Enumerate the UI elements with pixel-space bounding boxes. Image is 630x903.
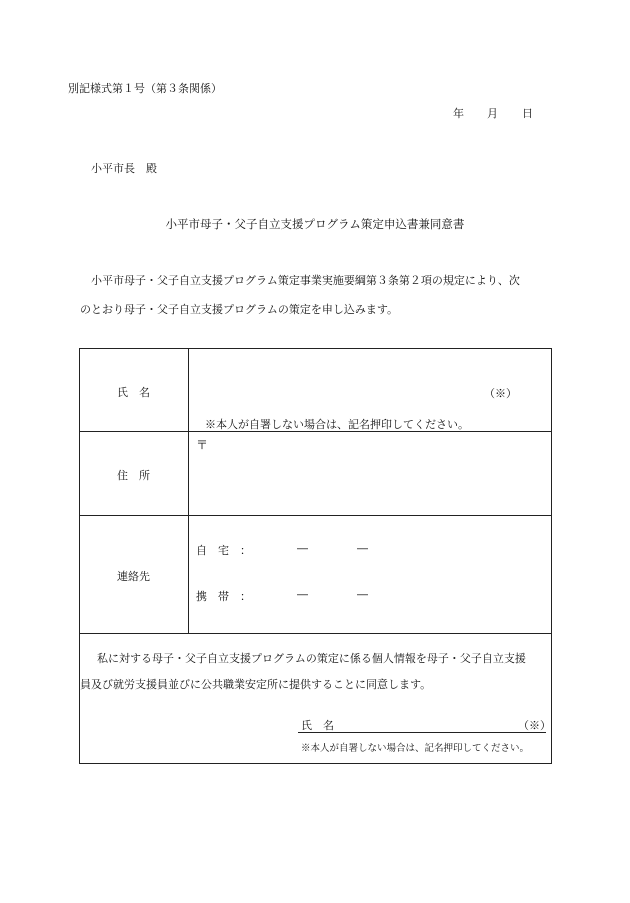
addressee: 小平市長 殿 xyxy=(91,162,157,175)
home-phone-dash-2: ― xyxy=(357,542,368,555)
date-line xyxy=(453,105,533,121)
intro-text-line-2: のとおり母子・父子自立支援プログラムの策定を申し込みます。 xyxy=(80,303,399,316)
home-phone-label: 自 宅 ： xyxy=(196,544,251,557)
table-column-divider xyxy=(188,348,189,634)
form-number: 別記様式第１号（第３条関係） xyxy=(68,82,222,95)
table-border-left xyxy=(79,348,80,764)
table-divider-address-contact xyxy=(79,515,552,516)
intro-text-line-1: 小平市母子・父子自立支援プログラム策定事業実施要綱第３条第２項の規定により、次 xyxy=(91,274,520,287)
postal-mark: 〒 xyxy=(196,438,209,452)
date-month-label: 月 xyxy=(487,107,498,120)
table-border-right xyxy=(551,348,552,764)
table-border-bottom xyxy=(79,763,552,764)
table-border-top xyxy=(79,348,552,349)
signature-underline xyxy=(298,732,546,733)
date-year-label: 年 xyxy=(453,107,464,120)
document-title: 小平市母子・父子自立支援プログラム策定申込書兼同意書 xyxy=(165,217,465,231)
table-divider-contact-consent xyxy=(79,633,552,634)
consent-text-line-2: 員及び就労支援員並びに公共職業安定所に提供することに同意します。 xyxy=(80,678,432,691)
date-day-label: 日 xyxy=(522,107,533,120)
signature-note: ※本人が自署しない場合は、記名押印してください。 xyxy=(301,743,530,754)
mobile-phone-dash-1: ― xyxy=(297,588,308,601)
name-mark: （※） xyxy=(484,387,517,400)
address-label: 住 所 xyxy=(117,469,150,482)
name-label: 氏 名 xyxy=(117,386,150,399)
contact-label: 連絡先 xyxy=(117,570,150,583)
consent-text-line-1: 私に対する母子・父子自立支援プログラムの策定に係る個人情報を母子・父子自立支援 xyxy=(97,652,526,665)
mobile-phone-dash-2: ― xyxy=(357,588,368,601)
mobile-phone-label: 携 帯 ： xyxy=(196,590,251,603)
name-note: ※本人が自署しない場合は、記名押印してください。 xyxy=(205,418,469,431)
signature-name-label: 氏 名 xyxy=(301,719,334,732)
signature-mark: （※） xyxy=(518,719,551,732)
home-phone-dash-1: ― xyxy=(297,542,308,555)
